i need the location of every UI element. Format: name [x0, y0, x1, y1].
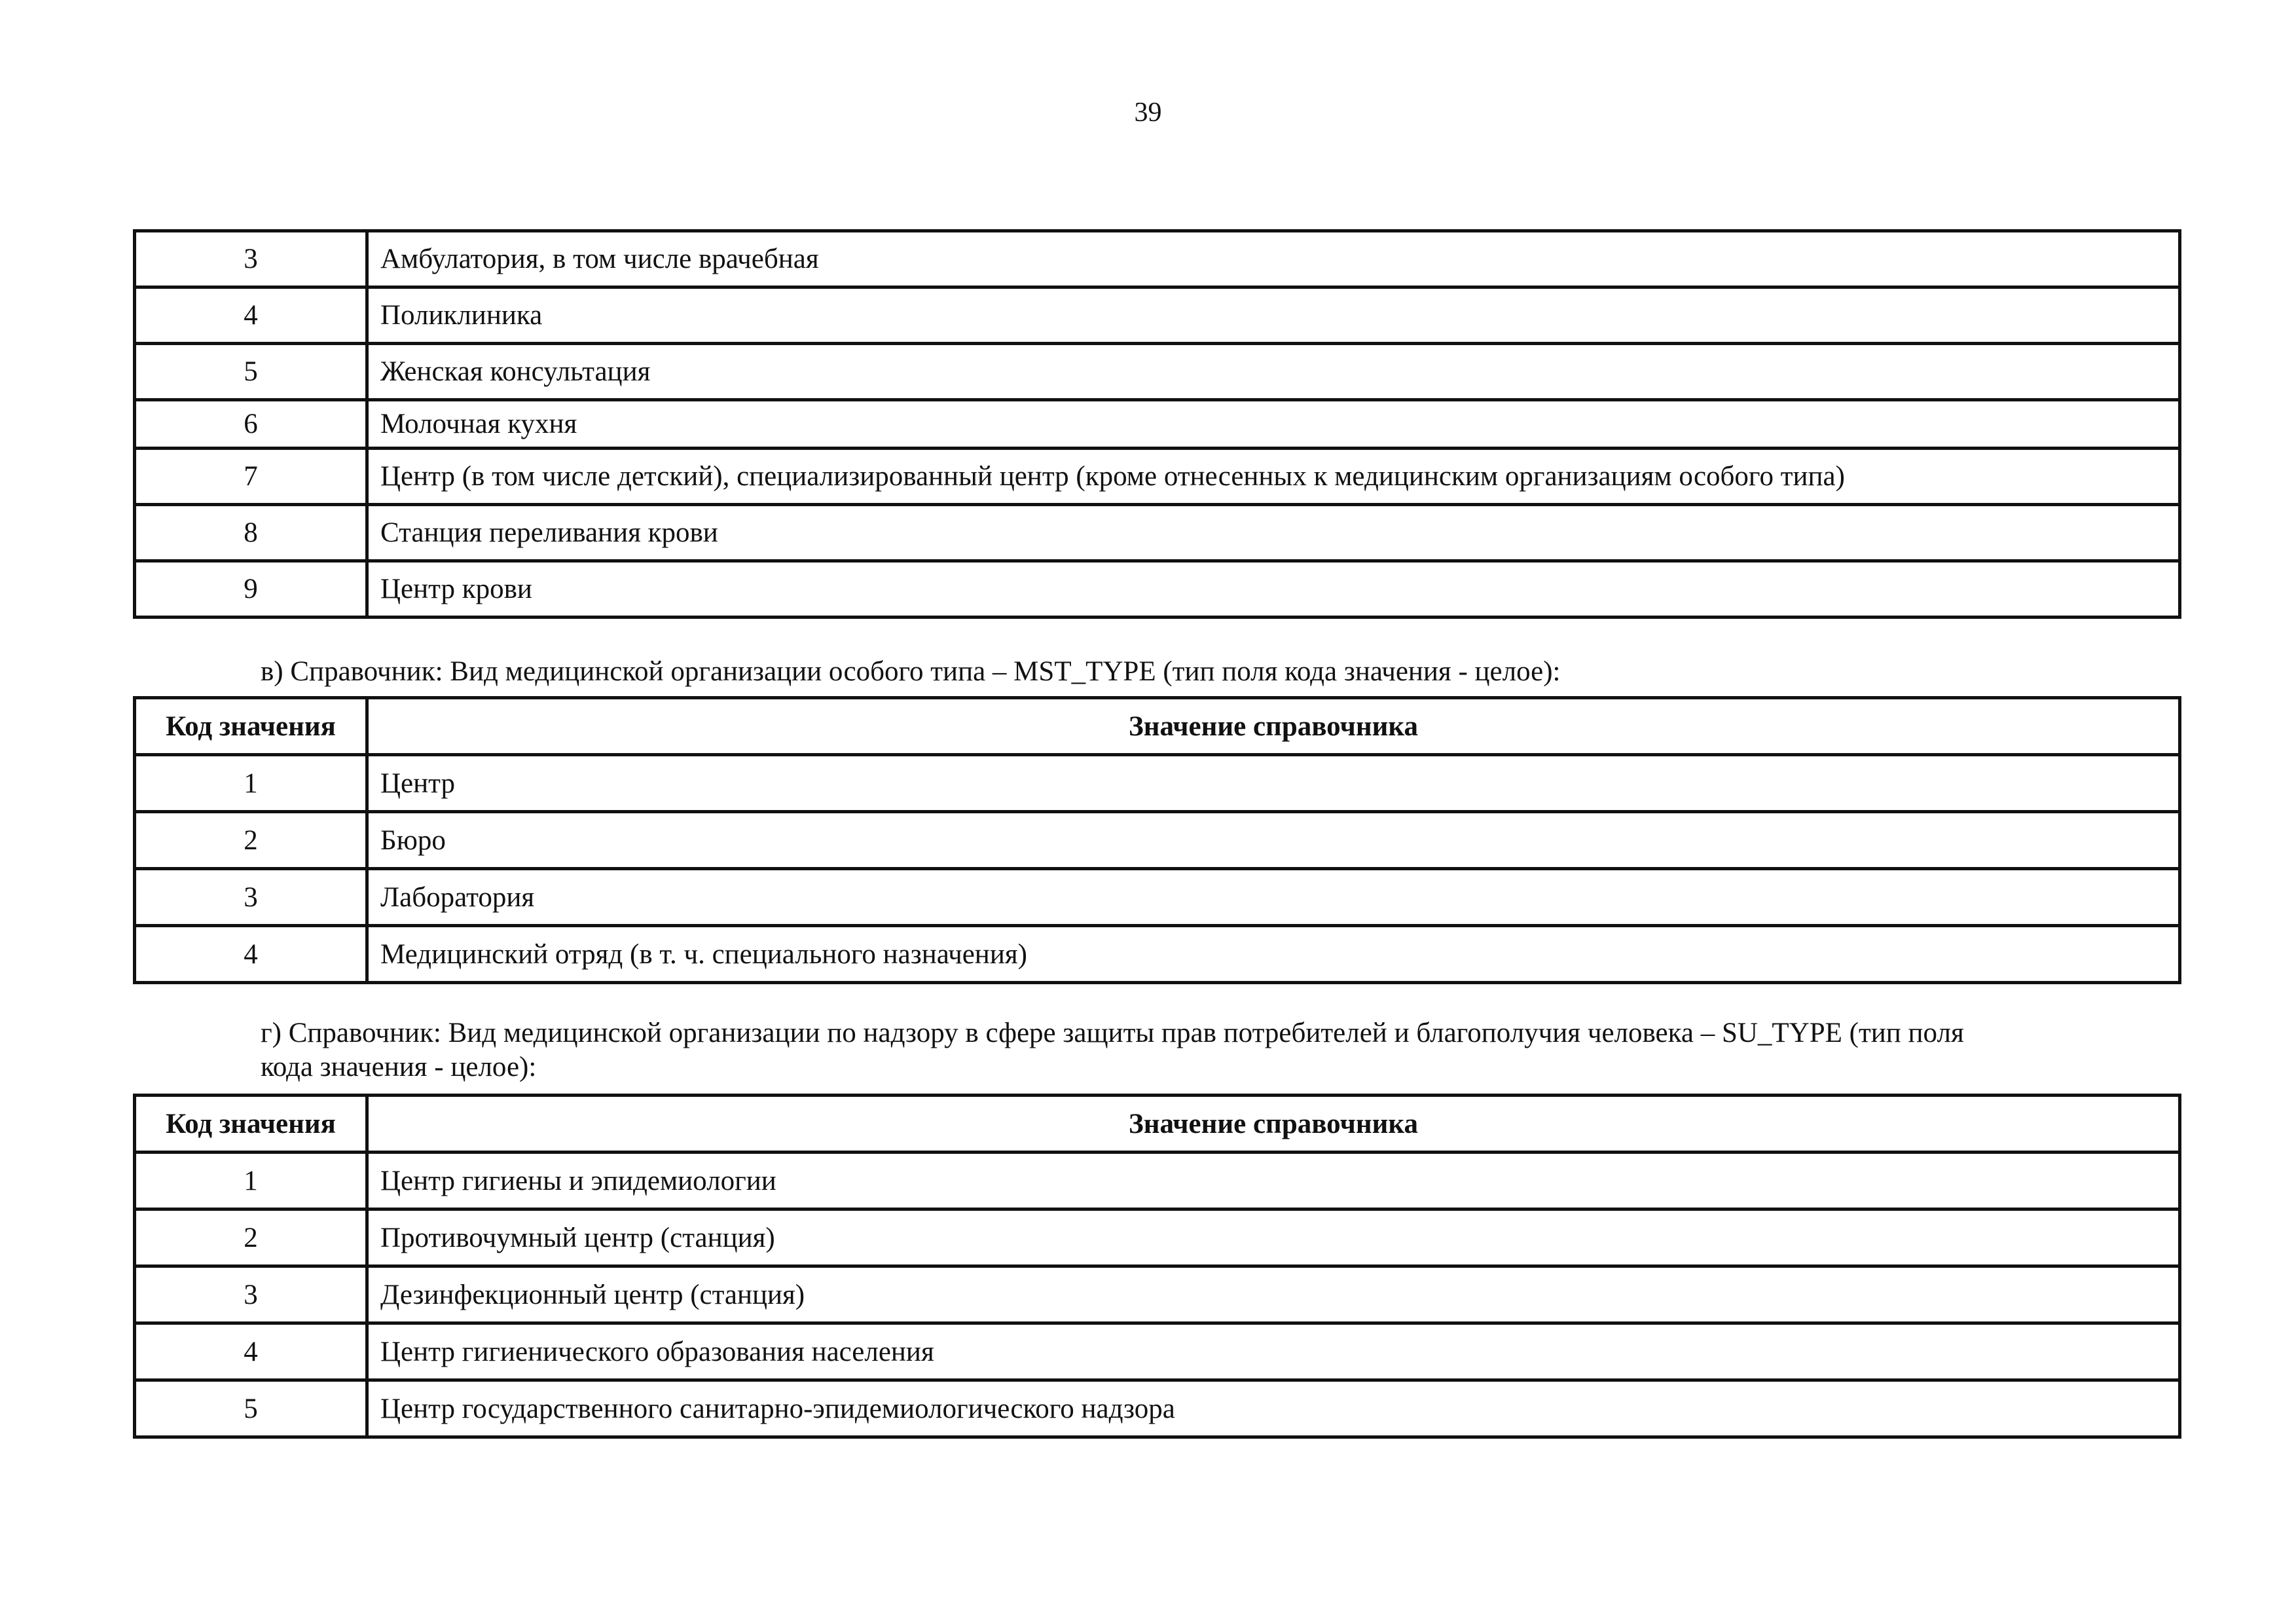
section-g-caption-line1: г) Справочник: Вид медицинской организации по надзору в сфере защиты прав потребителей и благополучия человека – SU_TYPE (тип поля — [261, 1018, 1964, 1048]
code-cell: 5 — [135, 1380, 367, 1437]
table-row — [135, 505, 2180, 561]
code-cell: 4 — [135, 1323, 367, 1380]
value-cell: Женская консультация — [367, 344, 2180, 400]
code-cell: 7 — [135, 449, 367, 505]
header-code: Код значения — [135, 1096, 367, 1153]
value-cell: Центр гигиены и эпидемиологии — [367, 1153, 2180, 1209]
value-cell: Противочумный центр (станция) — [367, 1209, 2180, 1266]
code-cell: 9 — [135, 561, 367, 618]
value-cell: Станция переливания крови — [367, 505, 2180, 561]
table-row — [135, 400, 2180, 449]
code-cell: 1 — [135, 755, 367, 812]
value-cell: Лаборатория — [367, 869, 2180, 926]
value-cell: Центр государственного санитарно-эпидемиологического надзора — [367, 1380, 2180, 1437]
code-cell: 3 — [135, 1266, 367, 1323]
table-mst-type — [133, 696, 2181, 984]
value-cell: Бюро — [367, 812, 2180, 869]
section-g-caption-line2: кода значения - целое): — [261, 1052, 537, 1082]
value-cell: Центр — [367, 755, 2180, 812]
page-number: 39 — [1134, 98, 1162, 128]
code-cell: 4 — [135, 287, 367, 344]
table-row — [135, 812, 2180, 869]
section-g-caption — [261, 1016, 2178, 1084]
table-row — [135, 1153, 2180, 1209]
table-row — [135, 344, 2180, 400]
value-cell: Центр (в том числе детский), специализированный центр (кроме отнесенных к медицинским организациям особого типа) — [367, 449, 2180, 505]
code-cell: 8 — [135, 505, 367, 561]
table-su-type — [133, 1094, 2181, 1439]
code-cell: 3 — [135, 869, 367, 926]
code-cell: 1 — [135, 1153, 367, 1209]
header-value: Значение справочника — [367, 1096, 2180, 1153]
code-cell: 3 — [135, 231, 367, 287]
table-header-row — [135, 698, 2180, 755]
table-row — [135, 231, 2180, 287]
table-row — [135, 287, 2180, 344]
table-header-row — [135, 1096, 2180, 1153]
value-cell: Центр крови — [367, 561, 2180, 618]
value-cell: Медицинский отряд (в т. ч. специального назначения) — [367, 926, 2180, 983]
code-cell: 5 — [135, 344, 367, 400]
table-row — [135, 561, 2180, 618]
table-row — [135, 1209, 2180, 1266]
value-cell: Центр гигиенического образования населения — [367, 1323, 2180, 1380]
table-row — [135, 869, 2180, 926]
table-row — [135, 926, 2180, 983]
code-cell: 2 — [135, 1209, 367, 1266]
code-cell: 4 — [135, 926, 367, 983]
table-row — [135, 1380, 2180, 1437]
value-cell: Дезинфекционный центр (станция) — [367, 1266, 2180, 1323]
value-cell: Молочная кухня — [367, 400, 2180, 449]
header-code: Код значения — [135, 698, 367, 755]
table-row — [135, 1323, 2180, 1380]
table-row — [135, 1266, 2180, 1323]
value-cell: Поликлиника — [367, 287, 2180, 344]
section-v-caption: в) Справочник: Вид медицинской организации особого типа – MST_TYPE (тип поля кода значения - целое): — [261, 656, 1561, 687]
table-row — [135, 449, 2180, 505]
table-row — [135, 755, 2180, 812]
code-cell: 2 — [135, 812, 367, 869]
value-cell: Амбулатория, в том числе врачебная — [367, 231, 2180, 287]
table-medical-org-types-continued — [133, 229, 2181, 619]
header-value: Значение справочника — [367, 698, 2180, 755]
code-cell: 6 — [135, 400, 367, 449]
